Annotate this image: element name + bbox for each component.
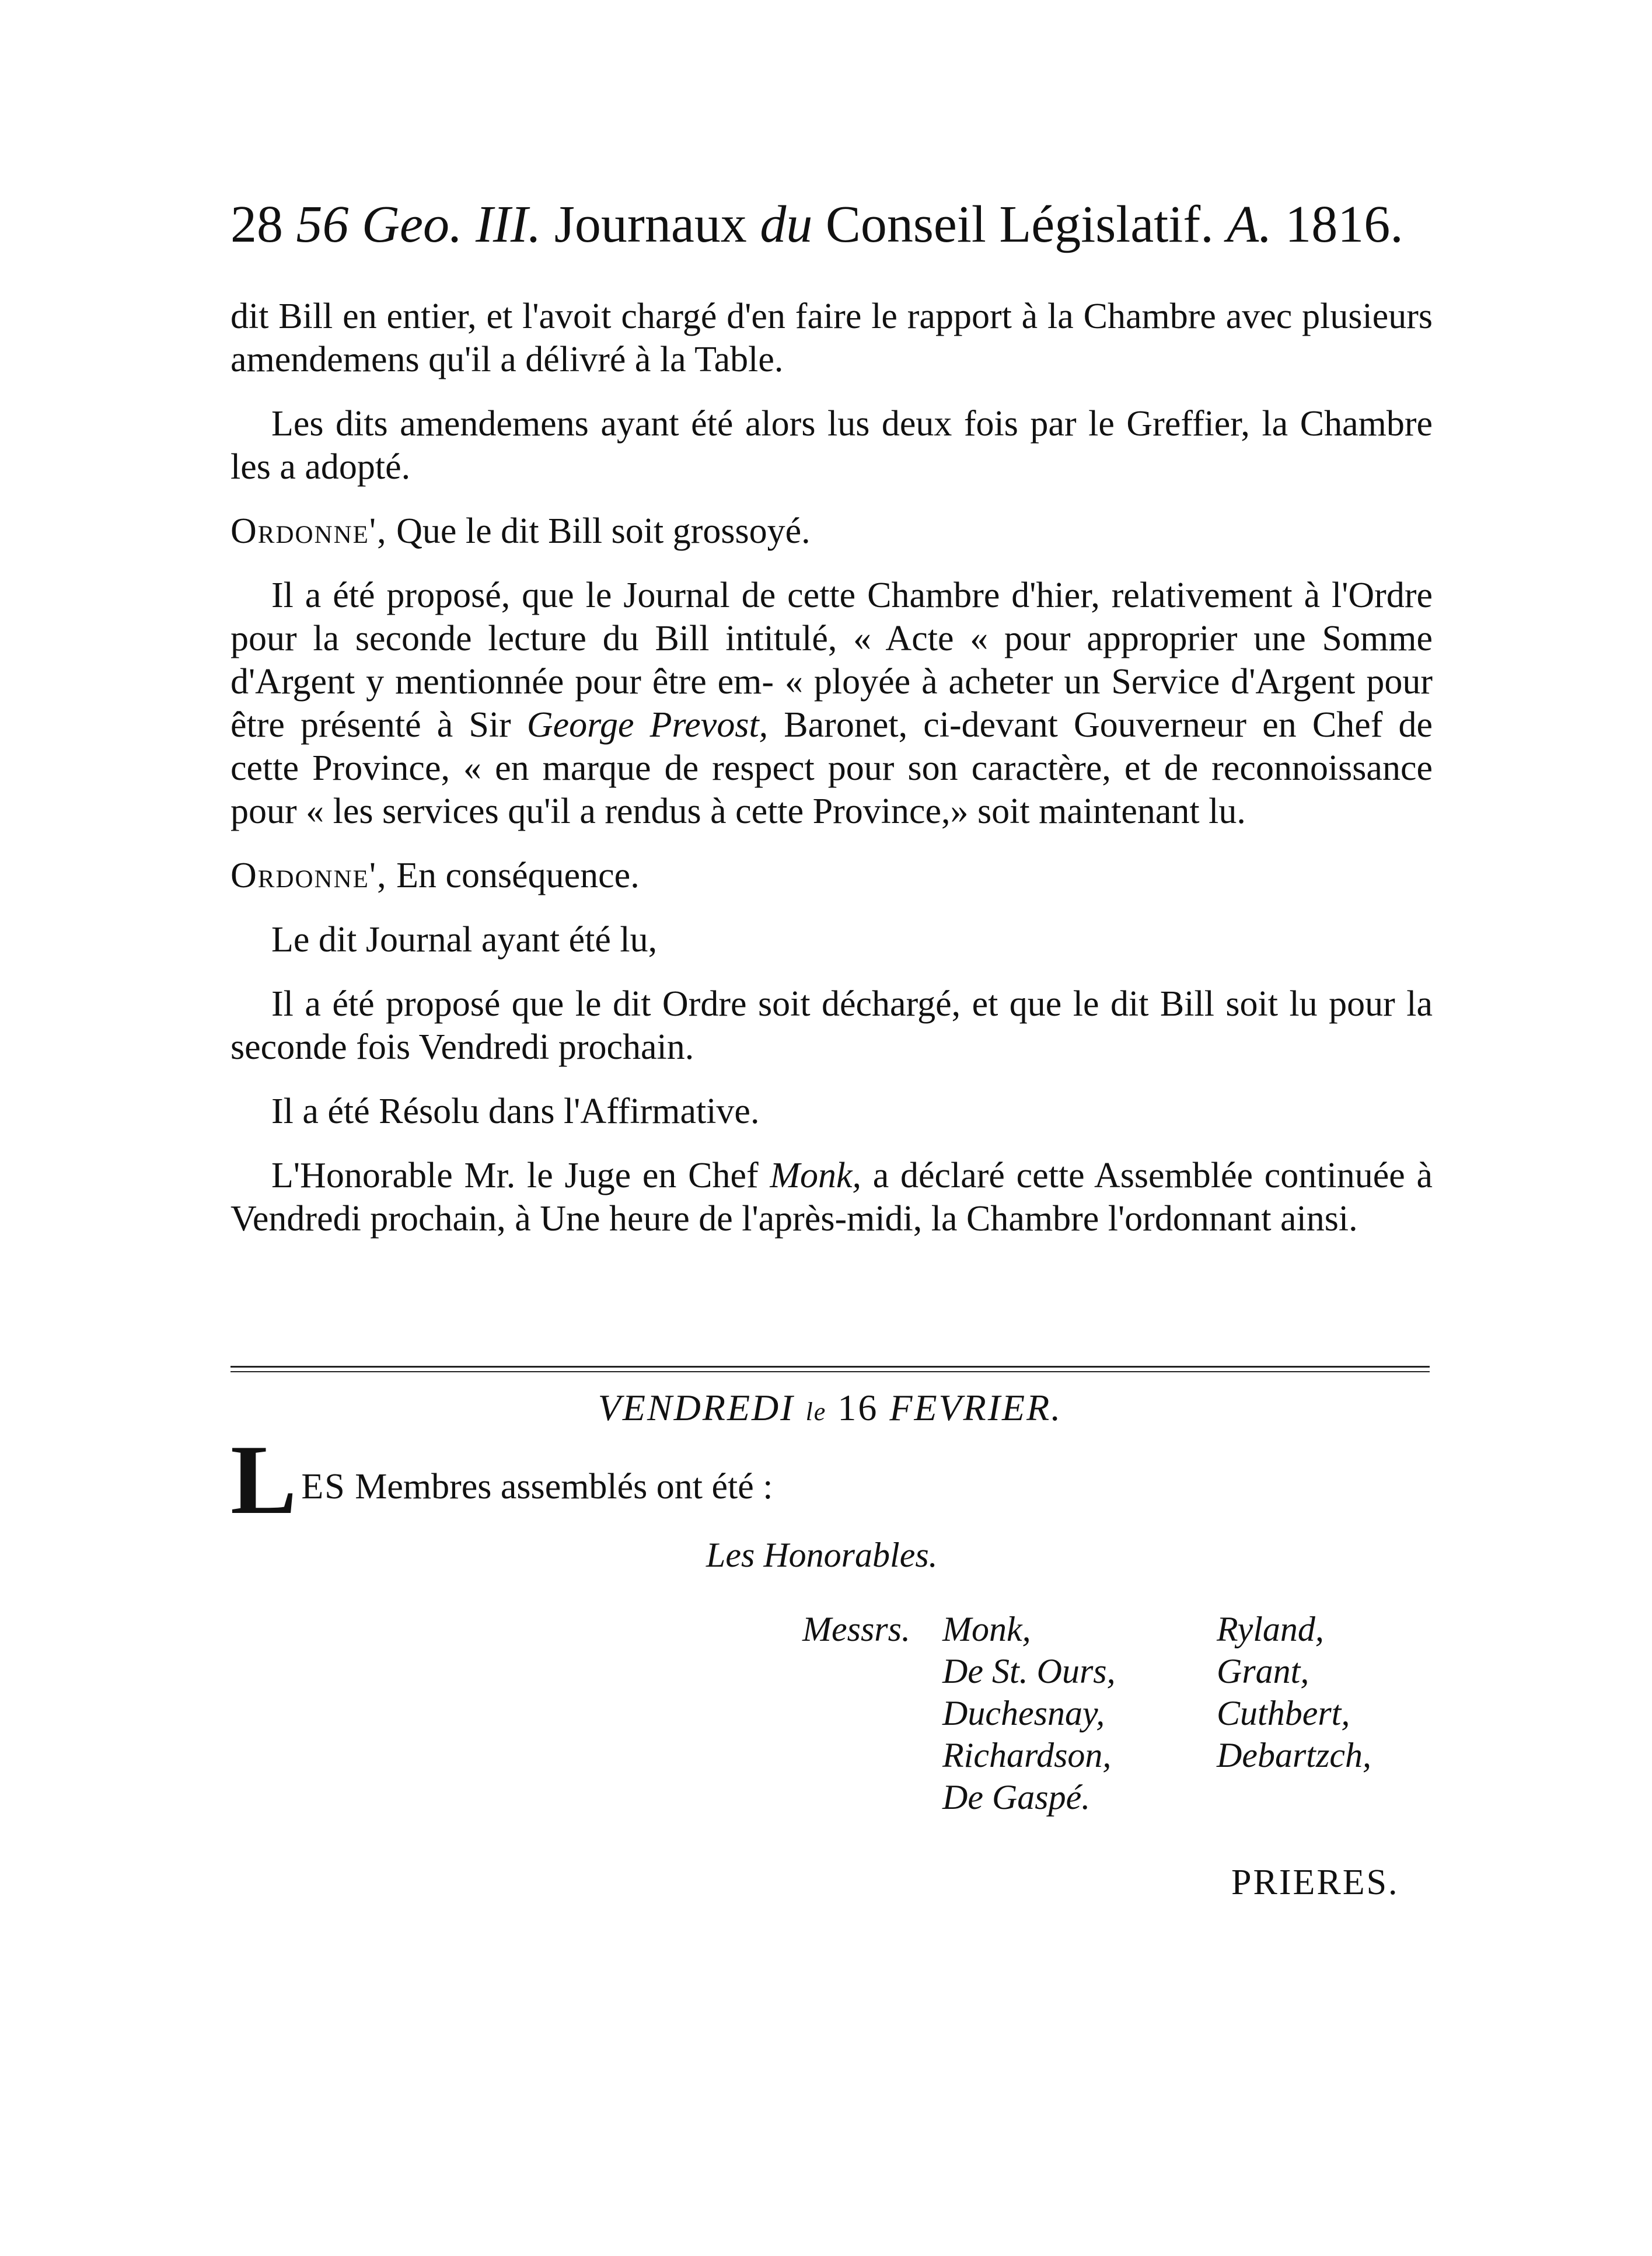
reign: 56 Geo. III. [296, 196, 542, 253]
opening-text: Membres assemblés ont été : [345, 1467, 773, 1507]
paragraph-4 [230, 574, 1433, 833]
member-name: Richardson, [942, 1736, 1112, 1774]
member-name: Duchesnay, [942, 1694, 1105, 1732]
member-name: Grant, [1217, 1652, 1309, 1690]
ordonne-label-2: Ordonne', [230, 856, 387, 895]
journal-body [230, 295, 1433, 1261]
member-name: Cuthbert, [1217, 1694, 1350, 1732]
member-name: Ryland, [1217, 1610, 1324, 1648]
date-number: 16 [837, 1387, 879, 1428]
paragraph-7: Il a été proposé que le dit Ordre soit déchargé, et que le dit Bill soit lu pour la seconde fois Vendredi prochain. [230, 984, 1433, 1067]
title-a: A. [1227, 196, 1272, 253]
paragraph-6: Le dit Journal ayant été lu, [271, 920, 658, 960]
opening-caps: ES [301, 1467, 346, 1507]
title-journaux: Journaux [554, 196, 747, 253]
paragraph-2: Les dits amendemens ayant été alors lus deux fois par le Greffier, la Chambre les a adopté. [230, 404, 1433, 487]
paragraph-5-text: En conséquence. [387, 856, 640, 895]
member-name: Monk, [942, 1610, 1031, 1648]
paragraph-9 [230, 1154, 1433, 1240]
running-header [230, 193, 1444, 257]
catchword: PRIERES. [1231, 1863, 1399, 1902]
paragraph-9-a: L'Honorable Mr. le Juge en Chef [271, 1156, 770, 1195]
date-month: FEVRIER. [889, 1387, 1063, 1428]
drop-cap: L [230, 1425, 297, 1535]
paragraph-8: Il a été Résolu dans l'Affirmative. [271, 1092, 760, 1131]
member-name: De Gaspé. [942, 1778, 1091, 1816]
members-column-2 [1217, 1608, 1371, 1776]
honorables-heading: Les Honorables. [706, 1536, 938, 1574]
paragraph-3-text: Que le dit Bill soit grossoyé. [387, 511, 811, 551]
date-le: le [805, 1397, 827, 1426]
member-name: Debartzch, [1217, 1736, 1371, 1774]
date-day: VENDREDI [598, 1387, 795, 1428]
members-column-1 [942, 1608, 1116, 1818]
ordonne-label: Ordonne', [230, 511, 387, 551]
paragraph-5 [230, 854, 1433, 897]
opening-line [230, 1425, 1433, 1535]
year: 1816. [1285, 196, 1403, 253]
paragraph-4-a: Il a été proposé, que le Journal de cette Chambre d'hier, relativement à l'Ordre pour la seconde lecture du Bill intitulé, « Acte « pour approprier une Somme d'Argent y mentionnée pour être em- « ployée à acheter un Service d'Argent pour être présenté à Sir [230, 576, 1433, 745]
section-divider [230, 1366, 1430, 1372]
name-george-prevost: George Prevost, [526, 705, 769, 745]
member-name: De St. Ours, [942, 1652, 1116, 1690]
paragraph-3 [230, 510, 1433, 553]
paragraph-1: dit Bill en entier, et l'avoit chargé d'en faire le rapport à la Chambre avec plusieurs amendemens qu'il a délivré à la Table. [230, 297, 1433, 379]
paragraph-4-b: Baronet, ci-devant Gouverneur en Chef de cette Province, « en marque de respect pour son caractère, et de reconnoissance pour « les services qu'il a rendus à cette Province,» soit maintenant lu. [230, 705, 1433, 831]
name-monk: Monk, [770, 1156, 862, 1195]
messrs-text: Messrs. [802, 1610, 911, 1648]
title-conseil: Conseil Législatif. [825, 196, 1214, 253]
date-heading [230, 1386, 1430, 1429]
title-du: du [760, 196, 813, 253]
messrs-label [802, 1608, 910, 1650]
paragraph-9-b: a déclaré cette Assemblée continuée à Vendredi prochain, à Une heure de l'après-midi, la Chambre l'ordonnant ainsi. [230, 1156, 1433, 1239]
page-number: 28 [230, 196, 283, 253]
